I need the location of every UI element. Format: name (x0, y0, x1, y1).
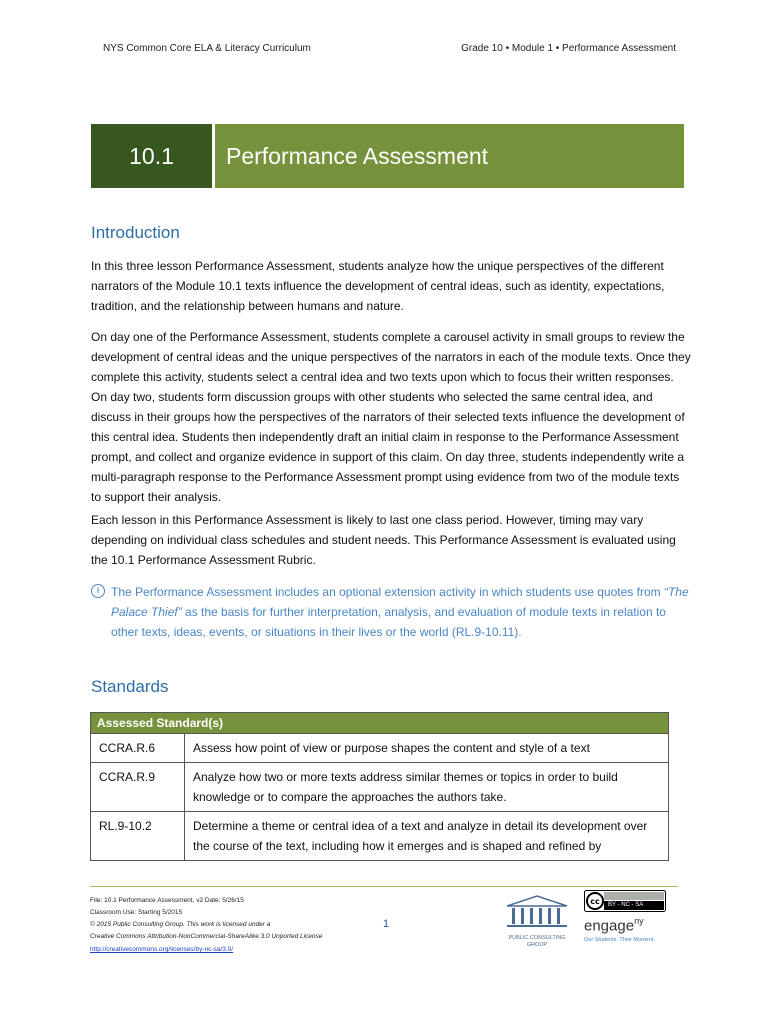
intro-paragraph-1: In this three lesson Performance Assessment, students analyze how the unique perspectives of the different narrators of the Module 10.1 texts influence the development of central ideas, such as identity, expectations, tradition, and the relationship between humans and nature. (91, 259, 665, 313)
info-icon: i (91, 584, 105, 598)
footer-file: File: 10.1 Performance Assessment, v2 Date: 5/26/15 (90, 897, 244, 904)
engage-tagline: Our Students. Their Moment. (584, 937, 655, 944)
pcg-group: GROUP (526, 942, 548, 948)
table-row (91, 812, 669, 861)
standard-code: CCRA.R.6 (91, 734, 185, 763)
engage-word: engage (584, 917, 635, 935)
standards-heading: Standards (91, 677, 169, 696)
banner-number: 10.1 (91, 124, 212, 188)
header-module: Grade 10 • Module 1 • Performance Assessment (461, 43, 676, 54)
palace-thief-title: “The Palace Thief” (111, 585, 689, 619)
extension-note (91, 582, 691, 642)
svg-text:cc: cc (590, 897, 600, 906)
engageny-logo (584, 916, 669, 943)
standards-table (90, 712, 669, 861)
intro-paragraph-2: On day one of the Performance Assessment, students complete a carousel activity in small groups to review the development of central ideas and the unique perspectives of the narrators in each of the module texts. Once they complete this activity, students select a central idea and two texts upon which to focus their written responses. On day two, students form discussion groups with other students who selected the same central idea, and discuss in their groups how the perspectives of the narrators of their selected texts influence the development of this central idea. Students then independently draft an initial claim in response to the Performance Assessment prompt, and collect and organize evidence in support of this claim. On day three, students independently write a multi-paragraph response to the Performance Assessment prompt using evidence from two of the module texts to support their analysis. (91, 330, 691, 504)
standard-code: CCRA.R.9 (91, 763, 185, 812)
pcg-name: PUBLIC CONSULTING (508, 935, 566, 941)
standard-text: Analyze how two or more texts address similar themes or topics in order to build knowledge or to compare the approaches the authors take. (185, 763, 669, 812)
footer-classroom: Classroom Use: Starting 5/2015 (90, 909, 183, 916)
table-header: Assessed Standard(s) (91, 713, 669, 734)
header-curriculum: NYS Common Core ELA & Literacy Curriculum (103, 43, 311, 54)
footer-copyright: © 2015 Public Consulting Group. This work is licensed under a (90, 921, 271, 928)
standard-code: RL.9-10.2 (91, 812, 185, 861)
table-row (91, 734, 669, 763)
pcg-logo (497, 894, 577, 954)
extension-note-text: The Performance Assessment includes an optional extension activity in which students use quotes from “The Palace Thief” as the basis for further interpretation, analysis, and evaluation of module texts in relation to other texts, ideas, events, or situations in their lives or the world (RL.9-10.11). (111, 585, 689, 639)
introduction-heading: Introduction (91, 223, 180, 242)
creative-commons-icon (584, 890, 666, 912)
intro-paragraph-3: Each lesson in this Performance Assessment is likely to last one class period. However, timing may vary depending on individual class schedules and student needs. This Performance Assessment is evaluated using the 10.1 Performance Assessment Rubric. (91, 513, 676, 567)
standard-text: Determine a theme or central idea of a text and analyze in detail its development over the course of the text, including how it emerges and is shaped and refined by (185, 812, 669, 861)
page-title: Performance Assessment (215, 124, 684, 188)
footer-license-link[interactable]: http://creativecommons.org/licenses/by-nc-sa/3.0/ (90, 946, 234, 953)
cc-terms: BY - NC - SA (608, 902, 644, 908)
footer-divider (90, 886, 678, 887)
page-number: 1 (383, 918, 390, 930)
cc-license-badge (584, 890, 666, 912)
engage-ny: ny (634, 916, 644, 926)
title-banner (91, 124, 684, 188)
footer-license: Creative Commons Attribution-NonCommercial-ShareAlike 3.0 Unported License (90, 933, 323, 940)
table-row (91, 763, 669, 812)
building-icon (502, 894, 572, 930)
standard-text: Assess how point of view or purpose shapes the content and style of a text (185, 734, 669, 763)
